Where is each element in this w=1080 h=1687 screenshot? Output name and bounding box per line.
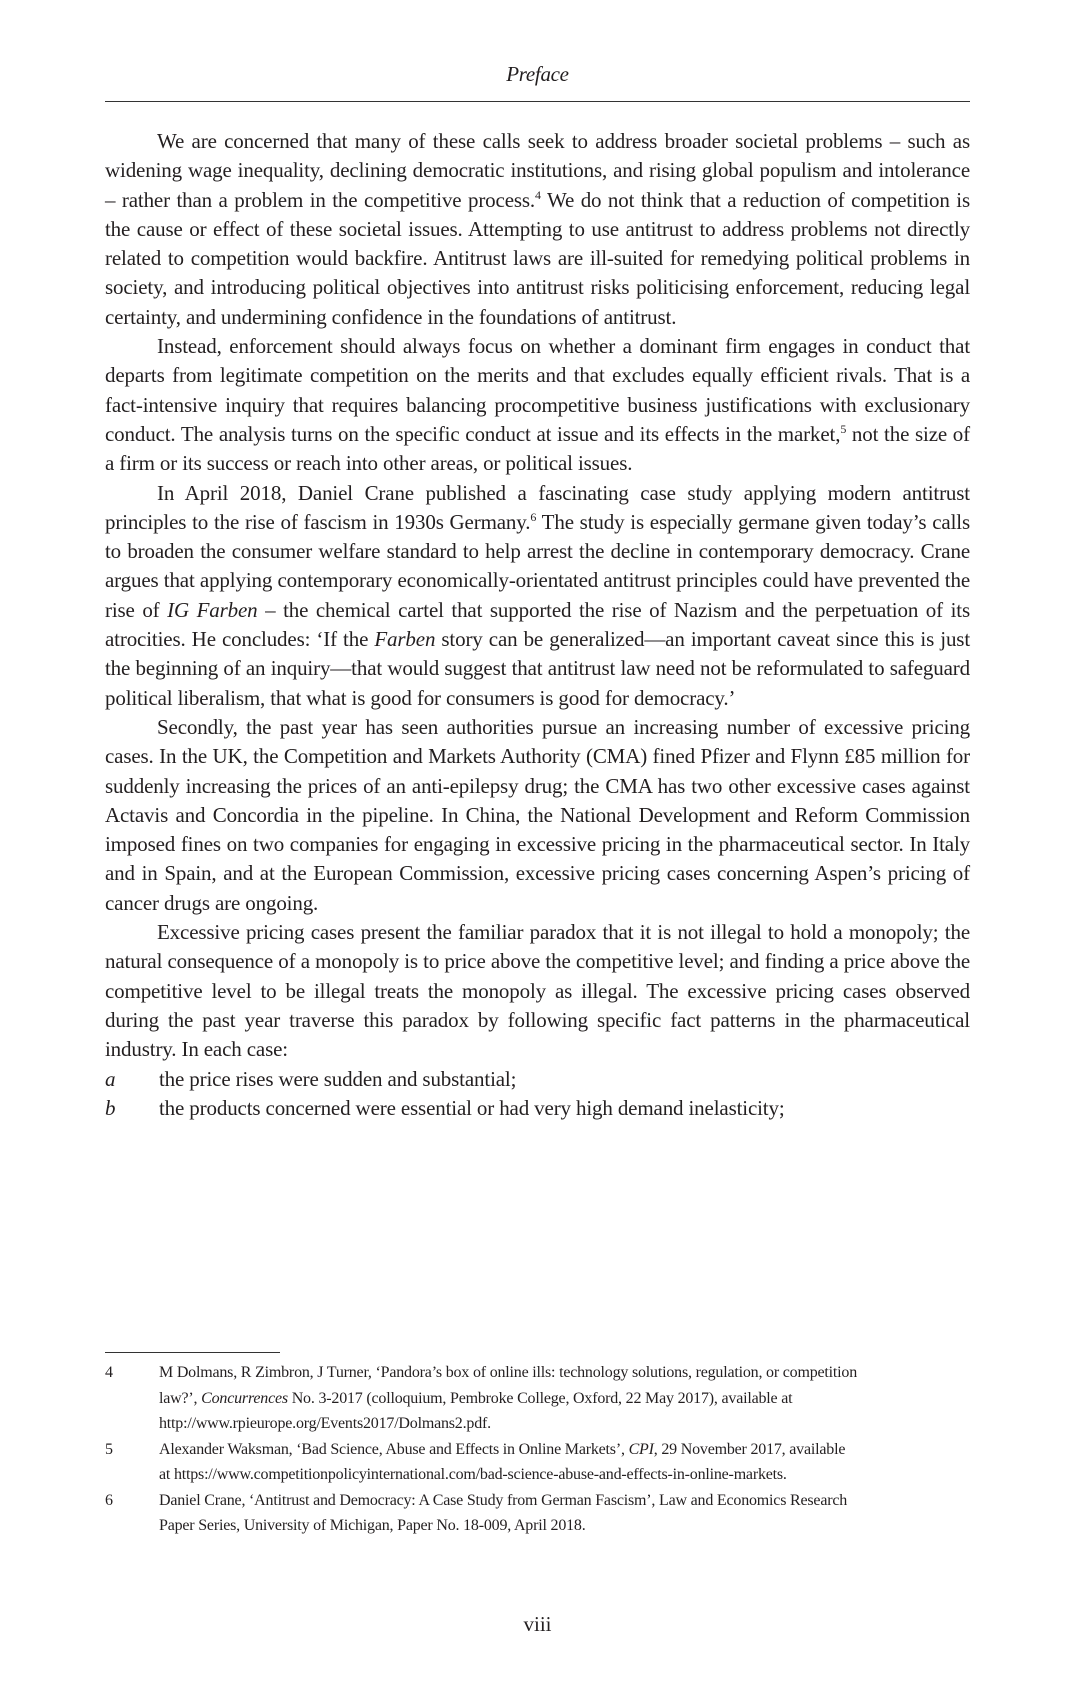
- paragraph-text: The study is especially germane given today’s calls to broaden the consumer welfare standard to help arrest the decline in contemporary democracy. Crane argues that applying contemporary economically-orientated antitrust principles could have prevented the rise of: [105, 509, 970, 622]
- footnote: [105, 1360, 970, 1437]
- footnote-ref[interactable]: 5: [840, 421, 847, 436]
- paragraph: Secondly, the past year has seen authorities pursue an increasing number of excessive pricing cases. In the UK, the Competition and Markets Authority (CMA) fined Pfizer and Flynn £85 million for suddenly increasing the prices of an anti-epilepsy drug; the CMA has two other excessive cases against Actavis and Concordia in the pipeline. In China, the National Development and Reform Commission imposed fines on two companies for engaging in excessive pricing in the pharmaceutical sector. In Italy and in Spain, and at the European Commission, excessive pricing cases concerning Aspen’s pricing of cancer drugs are ongoing.: [105, 714, 970, 915]
- list-item: [105, 1065, 970, 1094]
- paragraph-text: We are concerned that many of these calls seek to address broader societal problems – such as widening wage inequality, declining democratic institutions, and rising global populism and intolerance – rather than a problem in the competitive process.: [105, 129, 970, 212]
- list-text: the products concerned were essential or had very high demand inelasticity;: [159, 1095, 785, 1120]
- header-rule: [105, 101, 970, 102]
- footnote-ref[interactable]: 6: [530, 509, 537, 524]
- paragraph-text: In April 2018, Daniel Crane published a fascinating case study applying modern antitrust principles to the rise of fascism in 1930s Germany.: [105, 480, 970, 534]
- footnotes: [105, 1360, 970, 1539]
- list-label: a: [105, 1066, 116, 1091]
- italic-term: IG Farben: [167, 597, 258, 622]
- italic-term: Farben: [374, 627, 436, 652]
- footnote: [105, 1437, 970, 1488]
- footnote-number: 6: [105, 1491, 113, 1509]
- list-item: [105, 1094, 970, 1123]
- footnote-italic: CPI: [628, 1440, 654, 1458]
- footnote-text-part: Alexander Waksman, ‘Bad Science, Abuse and Effects in Online Markets’,: [159, 1440, 629, 1458]
- footnote-ref[interactable]: 4: [535, 187, 541, 202]
- paragraph-text: story can be generalized—an important caveat since this is just the beginning of an inquiry—that would suggest that antitrust law need not be reformulated to safeguard political liberalism, that what is good for consumers is good for democracy.’: [105, 627, 970, 710]
- footnote-number: 5: [105, 1440, 113, 1458]
- footnote-text: [159, 1488, 970, 1539]
- footnote-text: [159, 1360, 970, 1437]
- paragraph: Excessive pricing cases present the familiar paradox that it is not illegal to hold a monopoly; the natural consequence of a monopoly is to price above the competitive level; and finding a price above the competitive level to be illegal treats the monopoly as illegal. The excessive pricing cases observed during the past year traverse this paradox by following specific fact patterns in the pharmaceutical industry. In each case:: [105, 920, 970, 1062]
- footnote-text-part: , 29 November 2017, available at https://www.competitionpolicyinternational.com/bad-science-abuse-and-effects-in-online-markets.: [159, 1440, 846, 1483]
- list-label: b: [105, 1095, 116, 1120]
- body-text: [105, 127, 970, 1123]
- paragraph: [105, 479, 970, 713]
- paragraph: [105, 332, 970, 478]
- paragraph-text: Instead, enforcement should always focus on whether a dominant firm engages in conduct that departs from legitimate competition on the merits and that excludes equally efficient rivals. That is a fact-intensive inquiry that requires balancing procompetitive business justifications with exclusionary conduct. The analysis turns on the specific conduct at issue and its effects in the market,: [105, 334, 970, 446]
- footnote-italic: Concurrences: [201, 1389, 288, 1407]
- footnote-number: 4: [105, 1364, 113, 1381]
- paragraph: [105, 127, 970, 332]
- paragraph-text: – the chemical cartel that supported the rise of Nazism and the perpetuation of its atrocities. He concludes: ‘If the: [105, 597, 970, 652]
- footnote-text-part: M Dolmans, R Zimbron, J Turner, ‘Pandora’s box of online ills: technology solutions, regulation, or competition law?’,: [159, 1364, 857, 1407]
- page-number: viii: [523, 1612, 552, 1636]
- footnote-text-part: Daniel Crane, ‘Antitrust and Democracy: A Case Study from German Fascism’, Law and Economics Research Paper Series, University of Michigan, Paper No. 18-009, April 2018.: [159, 1491, 848, 1534]
- footnote-text: [159, 1437, 970, 1488]
- list-text: the price rises were sudden and substantial;: [159, 1066, 517, 1091]
- footnote: [105, 1488, 970, 1539]
- footnote-rule: [105, 1352, 280, 1353]
- running-head: Preface: [506, 62, 569, 86]
- paragraph-text: We do not think that a reduction of competition is the cause or effect of these societal issues. Attempting to use antitrust to address problems not directly related to competition would backfire. Antitrust laws are ill-suited for remedying political problems in society, and introducing political objectives into antitrust risks politicising enforcement, reducing legal certainty, and undermining confidence in the foundations of antitrust.: [105, 187, 970, 329]
- paragraph-text: not the size of a firm or its success or reach into other areas, or political issues.: [105, 421, 970, 476]
- footnote-text-part: No. 3-2017 (colloquium, Pembroke College, Oxford, 22 May 2017), available at http://www.rpieurope.org/Events2017/Dolmans2.pdf.: [159, 1389, 793, 1432]
